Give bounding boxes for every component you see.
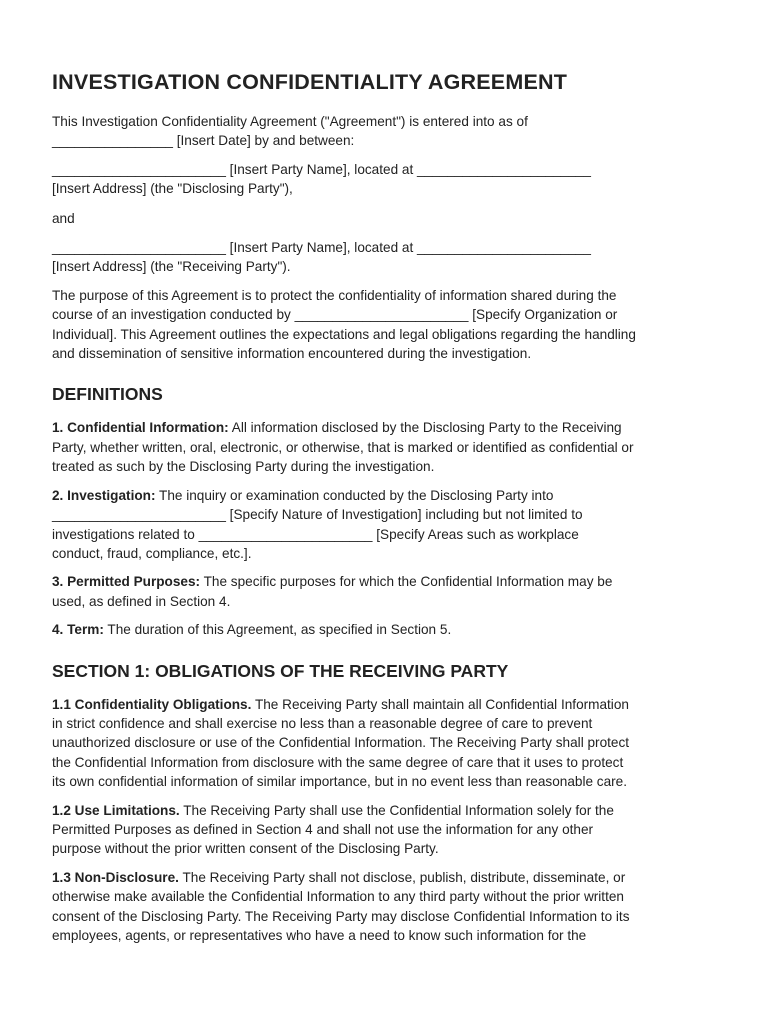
definition-line: The inquiry or examination conducted by the Disclosing Party into [159, 487, 554, 503]
definition-line: treated as such by the Disclosing Party during the investigation. [52, 459, 435, 475]
receiving-party-line-2: [Insert Address] (the "Receiving Party"). [52, 259, 291, 275]
clause-line: Permitted Purposes as defined in Section 4 and shall not use the information for any other [52, 821, 594, 837]
clause-line: The Receiving Party shall use the Confidential Information solely for the [183, 802, 614, 818]
clause-line: its own confidential information of similar importance, but in no event less than reasonable care. [52, 774, 628, 790]
definition-item [52, 572, 718, 611]
definition-term: 3. Permitted Purposes: [52, 574, 201, 590]
definition-item [52, 486, 718, 564]
clause-term: 1.3 Non-Disclosure. [52, 869, 179, 885]
clause-line: purpose without the prior written consent of the Disclosing Party. [52, 841, 439, 857]
receiving-party-paragraph [52, 238, 718, 277]
definitions-heading: DEFINITIONS [52, 384, 163, 405]
clause-line: the Confidential Information from disclosure with the same degree of care that it uses to protect [52, 754, 624, 770]
definition-line: The specific purposes for which the Confidential Information may be [203, 574, 613, 590]
definition-term: 4. Term: [52, 622, 104, 638]
clause-term: 1.2 Use Limitations. [52, 802, 180, 818]
and-connector: and [52, 210, 75, 226]
definition-term: 2. Investigation: [52, 487, 156, 503]
purpose-line-3: Individual]. This Agreement outlines the expectations and legal obligations regarding the handling [52, 326, 636, 342]
clause-line: The Receiving Party shall not disclose, publish, distribute, disseminate, or [182, 869, 626, 885]
definition-line: The duration of this Agreement, as specified in Section 5. [107, 622, 452, 638]
disclosing-party-line-2: [Insert Address] (the "Disclosing Party"), [52, 181, 293, 197]
disclosing-party-line-1: _______________________ [Insert Party Name], located at _______________________ [52, 161, 591, 177]
definition-line: _______________________ [Specify Nature of Investigation] including but not limited to [52, 507, 583, 523]
intro-line-2: ________________ [Insert Date] by and between: [52, 133, 355, 149]
clause-line: otherwise make available the Confidential Information to any third party without the prior written [52, 889, 624, 905]
definition-item [52, 620, 718, 639]
clause-line: unauthorized disclosure or use of the Confidential Information. The Receiving Party shall protect [52, 735, 630, 751]
document-title: INVESTIGATION CONFIDENTIALITY AGREEMENT [52, 70, 568, 94]
clause-line: in strict confidence and shall exercise no less than a reasonable degree of care to prevent [52, 715, 593, 731]
clause-item [52, 695, 718, 792]
clause-line: The Receiving Party shall maintain all Confidential Information [254, 696, 629, 712]
disclosing-party-paragraph [52, 160, 718, 199]
definition-term: 1. Confidential Information: [52, 420, 229, 436]
purpose-line-1: The purpose of this Agreement is to protect the confidentiality of information shared during the [52, 287, 617, 303]
clause-item [52, 868, 718, 946]
clause-line: consent of the Disclosing Party. The Receiving Party may disclose Confidential Information to its [52, 908, 630, 924]
definition-line: used, as defined in Section 4. [52, 593, 231, 609]
definition-item [52, 418, 718, 476]
definition-line: All information disclosed by the Disclosing Party to the Receiving [231, 420, 622, 436]
definition-line: conduct, fraud, compliance, etc.]. [52, 545, 252, 561]
definition-line: investigations related to _______________________ [Specify Areas such as workplace [52, 526, 579, 542]
clause-line: employees, agents, or representatives who have a need to know such information for the [52, 928, 587, 943]
clause-item [52, 801, 718, 859]
intro-paragraph [52, 112, 718, 151]
purpose-line-4: and dissemination of sensitive information encountered during the investigation. [52, 346, 532, 362]
section-1-heading: SECTION 1: OBLIGATIONS OF THE RECEIVING PARTY [52, 660, 509, 681]
purpose-paragraph [52, 286, 718, 364]
receiving-party-line-1: _______________________ [Insert Party Name], located at _______________________ [52, 240, 591, 256]
intro-line-1: This Investigation Confidentiality Agreement ("Agreement") is entered into as of [52, 114, 528, 129]
definition-line: Party, whether written, oral, electronic, or otherwise, that is marked or identified as confidential or [52, 439, 634, 455]
purpose-line-2: course of an investigation conducted by _______________________ [Specify Organization or [52, 307, 618, 323]
clause-term: 1.1 Confidentiality Obligations. [52, 696, 252, 712]
